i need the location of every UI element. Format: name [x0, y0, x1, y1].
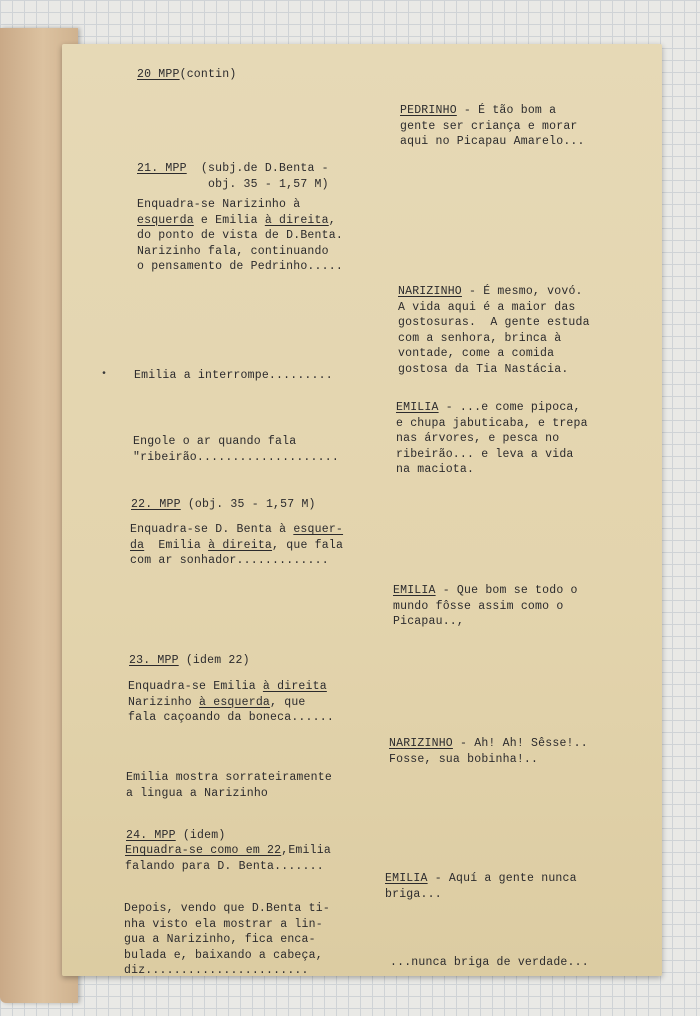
- dialogue-emilia-1: EMILIA - ...e come pipoca, e chupa jabuticaba, e trepa nas árvores, e pesca no ribeirão... e leva a vida na maciota.: [396, 401, 588, 476]
- speaker-name: EMILIA: [393, 584, 436, 597]
- scene-24-heading: 24. MPP (idem): [126, 829, 226, 842]
- scene-24-action: Enquadra-se como em 22,Emilia falando para D. Benta.......: [125, 844, 331, 873]
- swallow-air-action: Engole o ar quando fala "ribeirão....................: [133, 435, 339, 464]
- speaker-name: NARIZINHO: [398, 285, 462, 298]
- speaker-name: PEDRINHO: [400, 104, 457, 117]
- margin-mark: •: [101, 369, 108, 380]
- speaker-name: EMILIA: [396, 401, 439, 414]
- scene-21-action: Enquadra-se Narizinho à esquerda e Emilia à direita, do ponto de vista de D.Benta. Narizinho fala, continuando o pensamento de Pedrinho.....: [137, 198, 343, 273]
- tongue-action: Emilia mostra sorrateiramente a lingua a Narizinho: [126, 771, 332, 800]
- scene-21-heading: 21. MPP (subj.de D.Benta - obj. 35 - 1,57 M): [137, 162, 329, 191]
- scene-22-heading: 22. MPP (obj. 35 - 1,57 M): [131, 498, 316, 511]
- dialogue-emilia-4: ...nunca briga de verdade...: [390, 956, 589, 969]
- scene-23-heading: 23. MPP (idem 22): [129, 654, 250, 667]
- dialogue-pedrinho: PEDRINHO - É tão bom a gente ser criança e morar aqui no Picapau Amarelo...: [400, 104, 585, 148]
- speaker-name: NARIZINHO: [389, 737, 453, 750]
- emilia-interrupts-action: Emilia a interrompe.........: [134, 369, 333, 382]
- dialogue-narizinho-1: NARIZINHO - É mesmo, vovó. A vida aqui é a maior das gostosuras. A gente estuda com a senhora, brinca à vontade, come a comida gostosa da Tia Nastácia.: [398, 285, 590, 376]
- dialogue-narizinho-2: NARIZINHO - Ah! Ah! Sêsse!.. Fosse, sua bobinha!..: [389, 737, 588, 766]
- dialogue-emilia-2: EMILIA - Que bom se todo o mundo fôsse assim como o Picapau..,: [393, 584, 578, 628]
- dialogue-emilia-3: EMILIA - Aquí a gente nunca briga...: [385, 872, 577, 901]
- afterwards-action: Depois, vendo que D.Benta ti- nha visto ela mostrar a lin- gua a Narizinho, fica enca- bulada e, baixando a cabeça, diz.......................: [124, 902, 330, 977]
- scene-23-action: Enquadra-se Emilia à direita Narizinho à esquerda, que fala caçoando da boneca......: [128, 680, 334, 724]
- scene-20-heading: 20 MPP(contin): [137, 68, 237, 81]
- scene-22-action: Enquadra-se D. Benta à esquer- da Emilia à direita, que fala com ar sonhador.............: [130, 523, 344, 567]
- speaker-name: EMILIA: [385, 872, 428, 885]
